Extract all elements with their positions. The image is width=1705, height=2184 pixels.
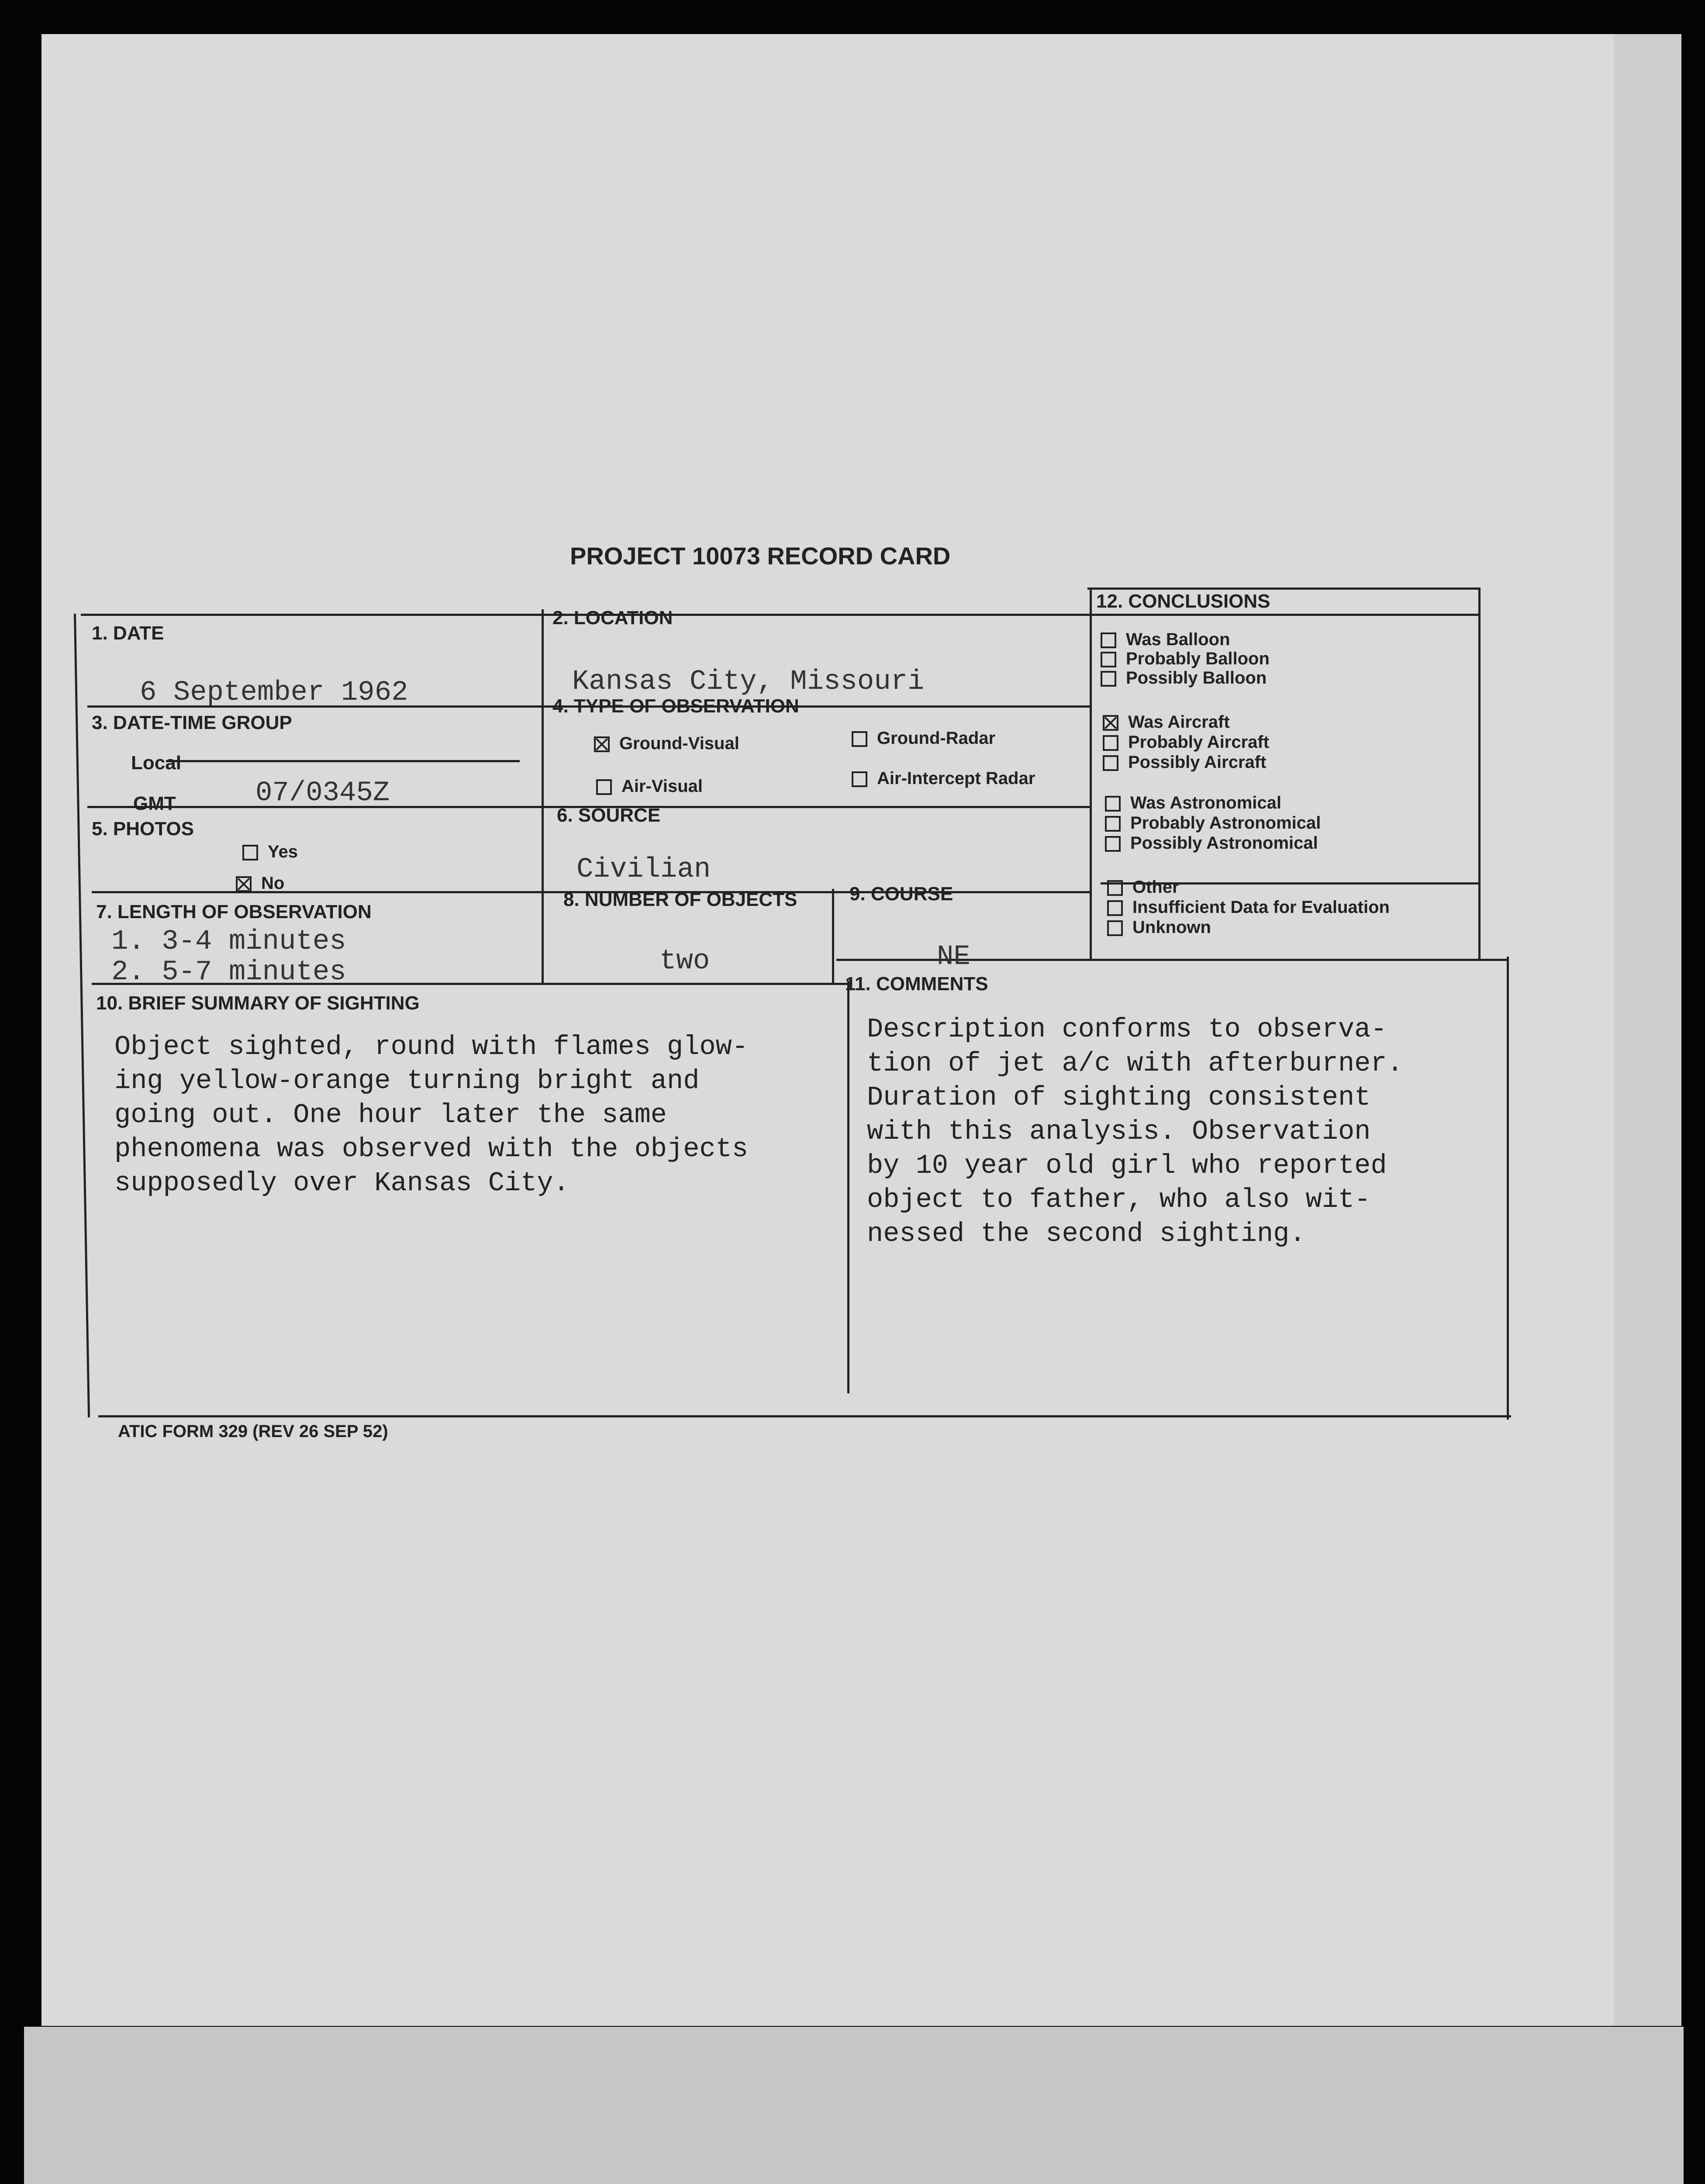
local-label: Local bbox=[131, 752, 181, 774]
checkbox-icon bbox=[852, 771, 867, 787]
photos-option-yes: Yes bbox=[242, 842, 298, 862]
conclusion-option: Probably Astronomical bbox=[1105, 813, 1321, 833]
number-of-objects-value: two bbox=[659, 946, 710, 977]
checkbox-icon bbox=[1105, 796, 1121, 812]
form-id: ATIC FORM 329 (REV 26 SEP 52) bbox=[118, 1422, 388, 1441]
comments-line: Duration of sighting consistent bbox=[867, 1082, 1371, 1113]
source-value: Civilian bbox=[576, 854, 711, 885]
conclusions-group-other bbox=[1107, 877, 1390, 937]
lower-sheet bbox=[24, 2027, 1684, 2184]
conclusion-option: Was Aircraft bbox=[1103, 712, 1269, 732]
summary-line: going out. One hour later the same bbox=[114, 1099, 667, 1130]
conclusion-option: Possibly Astronomical bbox=[1105, 833, 1321, 853]
conclusion-option: Insufficient Data for Evaluation bbox=[1107, 897, 1390, 917]
conclusions-label: 12. CONCLUSIONS bbox=[1096, 591, 1270, 612]
checkbox-icon bbox=[596, 779, 612, 795]
checkbox-checked-icon bbox=[236, 876, 252, 892]
checkbox-icon bbox=[1101, 652, 1116, 667]
date-label: 1. DATE bbox=[92, 622, 164, 644]
checkbox-icon bbox=[242, 845, 258, 860]
conclusion-option: Other bbox=[1107, 877, 1390, 897]
length-of-observation-label: 7. LENGTH OF OBSERVATION bbox=[96, 901, 372, 923]
number-of-objects-label: 8. NUMBER OF OBJECTS bbox=[563, 889, 797, 910]
length-line-1: 1. 3-4 minutes bbox=[111, 926, 346, 957]
conclusion-option: Possibly Aircraft bbox=[1103, 752, 1269, 772]
comments-line: object to father, who also wit- bbox=[867, 1184, 1371, 1215]
summary-label: 10. BRIEF SUMMARY OF SIGHTING bbox=[96, 992, 420, 1014]
gmt-label: GMT bbox=[133, 793, 176, 814]
photos-label: 5. PHOTOS bbox=[92, 818, 194, 840]
summary-line: phenomena was observed with the objects bbox=[114, 1133, 749, 1165]
checkbox-checked-icon bbox=[594, 736, 610, 752]
checkbox-icon bbox=[1105, 816, 1121, 832]
conclusion-option: Unknown bbox=[1107, 917, 1390, 937]
obs-option-ground-radar: Ground-Radar bbox=[852, 729, 995, 748]
date-time-group-label: 3. DATE-TIME GROUP bbox=[92, 712, 292, 733]
checkbox-icon bbox=[1101, 671, 1116, 687]
obs-option-air-visual: Air-Visual bbox=[596, 777, 703, 796]
checkbox-icon bbox=[1103, 755, 1118, 771]
comments-label: 11. COMMENTS bbox=[845, 973, 988, 995]
photos-option-no: No bbox=[236, 874, 284, 893]
conclusion-option: Probably Aircraft bbox=[1103, 732, 1269, 752]
summary-line: supposedly over Kansas City. bbox=[114, 1168, 569, 1199]
comments-line: tion of jet a/c with afterburner. bbox=[867, 1048, 1403, 1079]
length-line-2: 2. 5-7 minutes bbox=[111, 957, 346, 988]
summary-line: ing yellow-orange turning bright and bbox=[114, 1065, 700, 1096]
conclusion-option: Possibly Balloon bbox=[1101, 668, 1270, 688]
date-value: 6 September 1962 bbox=[140, 677, 408, 708]
conclusions-group-aircraft bbox=[1103, 712, 1269, 772]
checkbox-icon bbox=[1103, 735, 1118, 751]
summary-line: Object sighted, round with flames glow- bbox=[114, 1031, 749, 1062]
checkbox-icon bbox=[1101, 632, 1116, 648]
card-title: PROJECT 10073 RECORD CARD bbox=[570, 542, 951, 570]
source-label: 6. SOURCE bbox=[557, 805, 661, 826]
checkbox-icon bbox=[1105, 836, 1121, 852]
conclusion-option: Was Balloon bbox=[1101, 630, 1270, 649]
gmt-value: 07/0345Z bbox=[255, 778, 390, 809]
location-value: Kansas City, Missouri bbox=[572, 666, 925, 698]
comments-line: nessed the second sighting. bbox=[867, 1218, 1306, 1249]
checkbox-checked-icon bbox=[1103, 715, 1118, 731]
summary-text bbox=[114, 1030, 844, 1200]
checkbox-icon bbox=[1107, 880, 1123, 896]
conclusions-group-balloon bbox=[1101, 630, 1270, 688]
checkbox-icon bbox=[1107, 900, 1123, 916]
comments-text bbox=[867, 1013, 1500, 1251]
comments-line: Description conforms to observa- bbox=[867, 1014, 1387, 1045]
obs-option-air-intercept-radar: Air-Intercept Radar bbox=[852, 769, 1035, 788]
obs-option-ground-visual: Ground-Visual bbox=[594, 734, 739, 753]
checkbox-icon bbox=[1107, 920, 1123, 936]
conclusion-option: Was Astronomical bbox=[1105, 793, 1321, 813]
conclusion-option: Probably Balloon bbox=[1101, 649, 1270, 668]
course-label: 9. COURSE bbox=[849, 883, 953, 905]
conclusions-group-astronomical bbox=[1105, 793, 1321, 853]
course-value: NE bbox=[937, 941, 970, 973]
comments-line: with this analysis. Observation bbox=[867, 1116, 1371, 1147]
checkbox-icon bbox=[852, 731, 867, 747]
comments-line: by 10 year old girl who reported bbox=[867, 1150, 1387, 1181]
location-label: 2. LOCATION bbox=[552, 607, 673, 629]
type-of-observation-label: 4. TYPE OF OBSERVATION bbox=[552, 695, 799, 717]
